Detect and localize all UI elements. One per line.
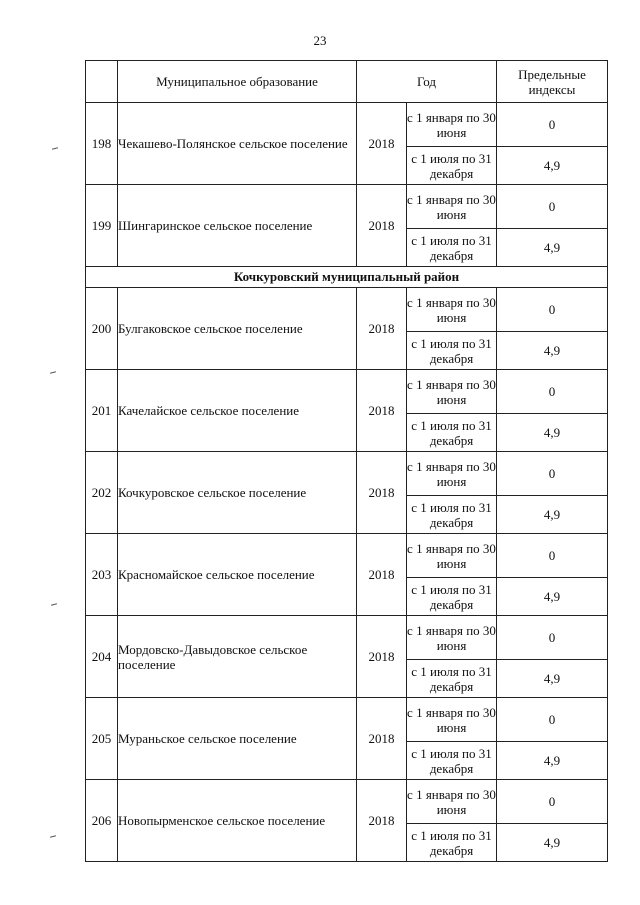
- index-first-half: 0: [497, 452, 608, 496]
- index-first-half: 0: [497, 698, 608, 742]
- row-number: 198: [86, 103, 118, 185]
- municipality-name: Шингаринское сельское поселение: [118, 185, 357, 267]
- row-number: 203: [86, 534, 118, 616]
- period-first-half: с 1 января по 30 июня: [407, 616, 497, 660]
- municipality-name: Мордовско-Давыдовское сельское поселение: [118, 616, 357, 698]
- table-row: [86, 103, 608, 147]
- year-cell: 2018: [357, 616, 407, 698]
- header-municipality: Муниципальное образование: [118, 61, 357, 103]
- year-cell: 2018: [357, 185, 407, 267]
- table-row: [86, 452, 608, 496]
- period-second-half: с 1 июля по 31 декабря: [407, 147, 497, 185]
- period-first-half: с 1 января по 30 июня: [407, 103, 497, 147]
- margin-tick: [50, 371, 56, 374]
- index-first-half: 0: [497, 370, 608, 414]
- index-second-half: 4,9: [497, 824, 608, 862]
- year-cell: 2018: [357, 452, 407, 534]
- index-first-half: 0: [497, 534, 608, 578]
- period-second-half: с 1 июля по 31 декабря: [407, 742, 497, 780]
- year-cell: 2018: [357, 288, 407, 370]
- municipality-name: Чекашево-Полянское сельское поселение: [118, 103, 357, 185]
- municipality-name: Красномайское сельское поселение: [118, 534, 357, 616]
- header-number: [86, 61, 118, 103]
- index-first-half: 0: [497, 103, 608, 147]
- municipality-name: Булгаковское сельское поселение: [118, 288, 357, 370]
- period-first-half: с 1 января по 30 июня: [407, 534, 497, 578]
- index-second-half: 4,9: [497, 332, 608, 370]
- district-heading-row: [86, 267, 608, 288]
- page-number: 23: [313, 33, 327, 48]
- period-second-half: с 1 июля по 31 декабря: [407, 496, 497, 534]
- table-row: [86, 534, 608, 578]
- period-first-half: с 1 января по 30 июня: [407, 185, 497, 229]
- table-row: [86, 698, 608, 742]
- municipality-name: Мураньское сельское поселение: [118, 698, 357, 780]
- row-number: 204: [86, 616, 118, 698]
- municipality-name: Кочкуровское сельское поселение: [118, 452, 357, 534]
- table-row: [86, 616, 608, 660]
- period-second-half: с 1 июля по 31 декабря: [407, 229, 497, 267]
- district-heading: Кочкуровский муниципальный район: [86, 267, 608, 288]
- municipality-name: Качелайское сельское поселение: [118, 370, 357, 452]
- header-year: Год: [357, 61, 497, 103]
- row-number: 202: [86, 452, 118, 534]
- index-second-half: 4,9: [497, 414, 608, 452]
- index-second-half: 4,9: [497, 147, 608, 185]
- period-first-half: с 1 января по 30 июня: [407, 780, 497, 824]
- index-first-half: 0: [497, 185, 608, 229]
- table-header-row: [86, 61, 608, 103]
- period-second-half: с 1 июля по 31 декабря: [407, 578, 497, 616]
- index-first-half: 0: [497, 780, 608, 824]
- period-first-half: с 1 января по 30 июня: [407, 698, 497, 742]
- year-cell: 2018: [357, 103, 407, 185]
- year-cell: 2018: [357, 370, 407, 452]
- row-number: 205: [86, 698, 118, 780]
- index-second-half: 4,9: [497, 496, 608, 534]
- margin-tick: [51, 603, 57, 606]
- margin-tick: [50, 835, 56, 838]
- tariff-indices-table: [85, 60, 608, 862]
- year-cell: 2018: [357, 534, 407, 616]
- period-second-half: с 1 июля по 31 декабря: [407, 660, 497, 698]
- year-cell: 2018: [357, 698, 407, 780]
- margin-tick: [52, 147, 58, 150]
- index-second-half: 4,9: [497, 229, 608, 267]
- index-second-half: 4,9: [497, 660, 608, 698]
- table-row: [86, 370, 608, 414]
- period-second-half: с 1 июля по 31 декабря: [407, 824, 497, 862]
- header-indices: Предельные индексы: [497, 61, 608, 103]
- row-number: 199: [86, 185, 118, 267]
- table-row: [86, 185, 608, 229]
- row-number: 201: [86, 370, 118, 452]
- year-cell: 2018: [357, 780, 407, 862]
- period-second-half: с 1 июля по 31 декабря: [407, 414, 497, 452]
- period-second-half: с 1 июля по 31 декабря: [407, 332, 497, 370]
- municipality-name: Новопырменское сельское поселение: [118, 780, 357, 862]
- index-second-half: 4,9: [497, 742, 608, 780]
- row-number: 206: [86, 780, 118, 862]
- period-first-half: с 1 января по 30 июня: [407, 288, 497, 332]
- index-first-half: 0: [497, 616, 608, 660]
- table-row: [86, 288, 608, 332]
- index-first-half: 0: [497, 288, 608, 332]
- period-first-half: с 1 января по 30 июня: [407, 452, 497, 496]
- index-second-half: 4,9: [497, 578, 608, 616]
- period-first-half: с 1 января по 30 июня: [407, 370, 497, 414]
- row-number: 200: [86, 288, 118, 370]
- table-row: [86, 780, 608, 824]
